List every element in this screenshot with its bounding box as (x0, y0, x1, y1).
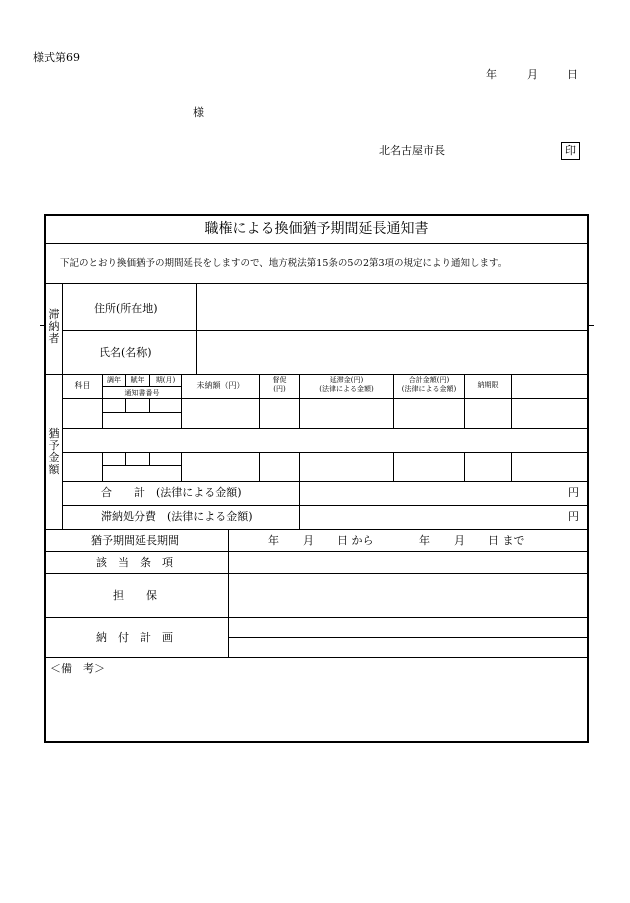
divider (45, 657, 588, 658)
addressee-suffix: 様 (193, 106, 204, 119)
divider (125, 452, 126, 465)
col-year: 調年 (107, 376, 121, 384)
divider (45, 374, 588, 375)
fee-yen: 円 (568, 510, 579, 523)
divider (45, 283, 588, 284)
col-reminder: 督促 (272, 376, 287, 384)
collateral-label: 担 保 (113, 589, 157, 602)
divider (62, 330, 588, 331)
divider (196, 283, 197, 375)
col-notice-number: 通知書番号 (124, 389, 160, 397)
divider (62, 452, 588, 453)
col-delinquency-note: (法律による金額) (319, 385, 374, 393)
col-total: 合計金額(円) (408, 376, 450, 384)
divider (228, 637, 588, 638)
divider (511, 452, 512, 481)
period-year-2: 年 (419, 534, 430, 547)
page-title: 職権による換価猶予期間延長通知書 (204, 221, 429, 237)
divider (181, 452, 182, 481)
period-year: 年 (268, 534, 279, 547)
divider (62, 481, 588, 482)
period-day-to: 日 まで (488, 534, 525, 547)
divider (149, 398, 150, 412)
divider (45, 529, 588, 530)
issuer-name: 北名古屋市長 (379, 144, 445, 157)
margin-tick-right (589, 325, 594, 326)
divider (102, 386, 181, 387)
fee-label: 滞納処分費 (法律による金額) (101, 510, 253, 523)
divider (149, 452, 150, 465)
date-year: 年 (486, 68, 497, 81)
period-day-from: 日 から (337, 534, 374, 547)
payment-plan-label: 納 付 計 画 (96, 631, 173, 644)
col-delinquency: 延滞金(円) (329, 376, 364, 384)
divider (45, 551, 588, 552)
divider (259, 452, 260, 481)
notice-form-frame (44, 214, 589, 743)
address-label: 住所(所在地) (94, 302, 158, 315)
name-label: 氏名(名称) (99, 346, 152, 359)
date-month: 月 (527, 68, 538, 81)
remarks-label: ＜備 考＞ (50, 662, 105, 675)
divider (45, 243, 588, 244)
taxpayer-group-label: 滞 納 者 (48, 308, 60, 345)
seal-stamp: 印 (561, 142, 580, 160)
period-month: 月 (303, 534, 314, 547)
period-month-2: 月 (454, 534, 465, 547)
period-label: 猶予期間延長期間 (91, 534, 179, 547)
sum-label: 合 計 (法律による金額) (101, 486, 242, 499)
intro-text: 下記のとおり換価猶予の期間延長をしますので、地方税法第15条の5の2第3項の規定により通知します。 (60, 258, 508, 269)
divider (62, 505, 588, 506)
sum-yen: 円 (568, 486, 579, 499)
col-subject: 科目 (74, 381, 91, 390)
col-deadline: 納期限 (477, 381, 499, 389)
divider (464, 452, 465, 481)
col-fiscal: 賦年 (130, 376, 145, 384)
clause-label: 該 当 条 項 (96, 556, 173, 569)
col-unpaid: 未納額（円） (196, 381, 245, 390)
divider (102, 412, 181, 413)
form-number: 様式第69 (33, 51, 80, 64)
divider (62, 428, 588, 429)
amount-group-label: 猶 予 金 額 (48, 427, 60, 476)
divider (102, 465, 181, 466)
col-reminder-unit: (円) (273, 385, 286, 393)
divider (393, 452, 394, 481)
col-total-note: (法律による金額) (401, 385, 457, 393)
divider (299, 452, 300, 481)
divider (511, 374, 512, 428)
divider (62, 283, 63, 375)
col-period: 期(月) (155, 376, 176, 384)
divider (125, 398, 126, 412)
divider (45, 617, 588, 618)
date-day: 日 (567, 68, 578, 81)
divider (62, 398, 588, 399)
divider (102, 452, 103, 481)
divider (45, 573, 588, 574)
